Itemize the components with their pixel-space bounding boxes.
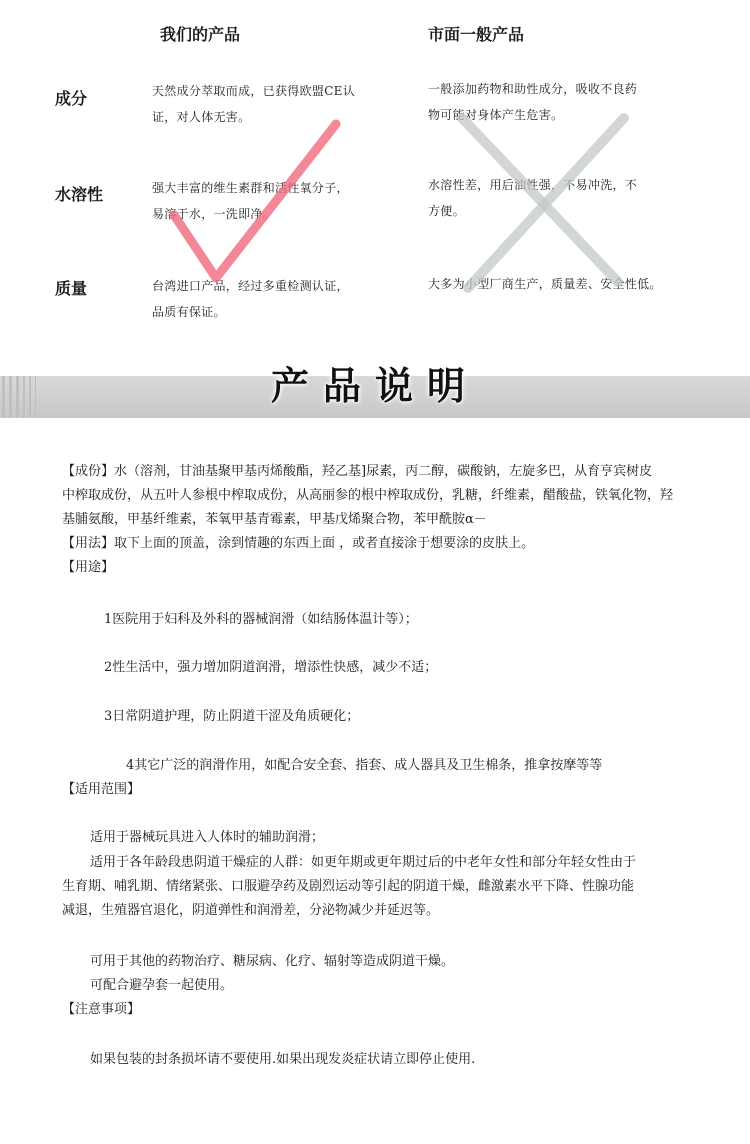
scope-line-3: 可用于其他的药物治疗、糖尿病、化疗、辐射等造成阴道干燥。 (90, 954, 455, 969)
scope-line-4: 可配合避孕套一起使用。 (90, 978, 234, 993)
our-product-header: 我们的产品 (160, 25, 241, 44)
notice-text: 如果包装的封条损坏请不要使用.如果出现发炎症状请立即停止使用. (90, 1052, 476, 1067)
text-line: 强大丰富的维生素群和活性氧分子， (152, 181, 349, 195)
text-line: 一般添加药物和助性成分，吸收不良药 (428, 82, 638, 96)
text-line: 方便。 (428, 204, 465, 218)
scope-line: 减退，生殖器官退化，阴道弹性和润滑差，分泌物减少并延迟等。 (62, 903, 440, 918)
our-solubility-text (152, 175, 392, 227)
row-label-solubility: 水溶性 (55, 185, 104, 204)
purpose-item-3: 3日常阴道护理，防止阴道干涩及角质硬化； (104, 709, 360, 724)
text-line: 大多为小型厂商生产，质量差、安全性低。 (428, 277, 662, 291)
row-label-ingredients: 成分 (55, 89, 88, 108)
text-line: 证，对人体无害。 (152, 110, 251, 124)
text-line: 易溶于水，一洗即净。 (152, 207, 276, 221)
scope-line-1: 适用于器械玩具进入人体时的辅助润滑； (90, 830, 325, 845)
scope-block-2 (62, 851, 712, 923)
text-line: 物可能对身体产生危害。 (428, 108, 564, 122)
ingredients-block (62, 460, 702, 580)
purpose-title: 【用途】 (62, 560, 115, 575)
our-quality-text (152, 273, 392, 325)
banner-title: 产品说明 (270, 364, 479, 408)
purpose-item-4: 4其它广泛的润滑作用，如配合安全套、指套、成人器具及卫生棉条，推拿按摩等等 (126, 758, 603, 773)
market-product-header: 市面一般产品 (428, 25, 525, 44)
ingredients-line: 中榨取成份，从五叶人参根中榨取成份，从高丽参的根中榨取成份，乳糖，纤维素，醋酸盐，铁氧化物，羟 (62, 488, 674, 503)
scope-line: 生育期、哺乳期、情绪紧张、口服避孕药及剧烈运动等引起的阴道干燥，雌激素水平下降、性腺功能 (62, 879, 635, 894)
market-solubility-text (428, 172, 708, 224)
notice-title: 【注意事项】 (62, 1002, 141, 1017)
scope-title: 【适用范围】 (62, 782, 141, 797)
our-ingredients-text (152, 78, 392, 130)
text-line: 水溶性差，用后油性强，不易冲洗，不 (428, 178, 638, 192)
purpose-item-2: 2性生活中，强力增加阴道润滑，增添性快感，减少不适； (104, 660, 438, 675)
usage-line: 【用法】取下上面的顶盖，涂到情趣的东西上面 ，或者直接涂于想要涂的皮肤上。 (62, 536, 535, 551)
ingredients-line: 【成份】水（溶剂，甘油基聚甲基丙烯酸酯，羟乙基]尿素，丙二醇，碳酸钠，左旋多巴，从育亨宾树皮 (62, 464, 653, 479)
market-quality-text (428, 271, 708, 297)
text-line: 品质有保证。 (152, 305, 226, 319)
text-line: 天然成分萃取而成，已获得欧盟CE认 (152, 84, 356, 98)
ingredients-line: 基脯氨酸，甲基纤维素，苯氧甲基青霉素，甲基戊烯聚合物，苯甲酰胺α－ (62, 512, 487, 527)
market-ingredients-text (428, 76, 708, 128)
text-line: 台湾进口产品，经过多重检测认证， (152, 279, 349, 293)
purpose-item-1: 1医院用于妇科及外科的器械润滑（如结肠体温计等）； (104, 612, 418, 627)
row-label-quality: 质量 (55, 279, 88, 298)
scope-line: 适用于各年龄段患阴道干燥症的人群：如更年期或更年期过后的中老年女性和部分年轻女性由于 (90, 855, 637, 870)
